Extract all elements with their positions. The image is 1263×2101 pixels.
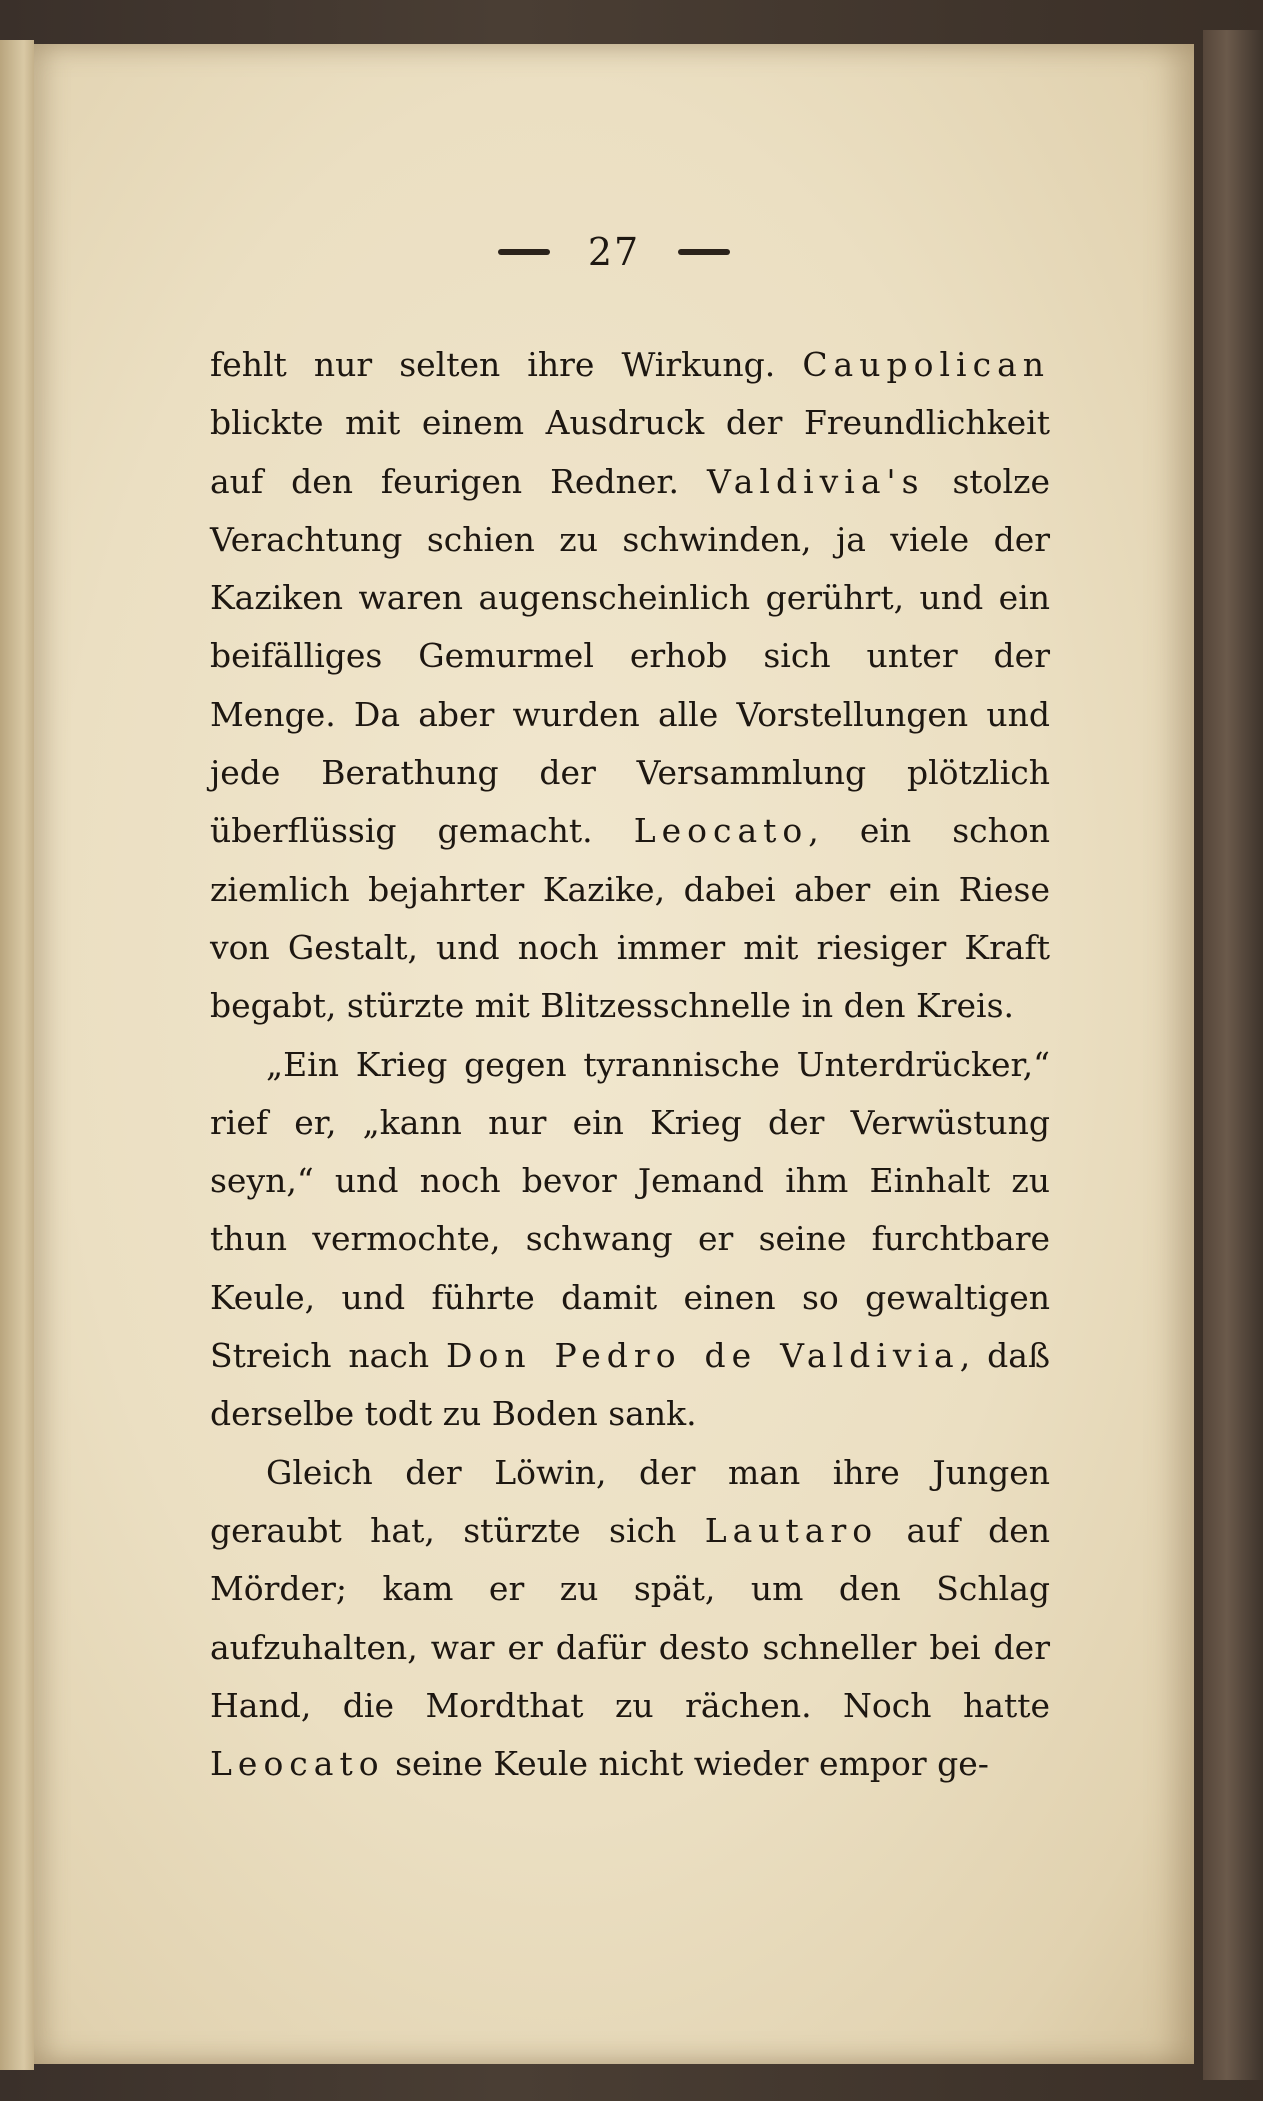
text-segment: auf den Mörder; kam er zu spät, um den Schlag aufzuhalten, war er dafür desto schneller bei der Hand, die Mordthat zu rächen. Noch hatte — [210, 1510, 1050, 1725]
paragraph-2 — [210, 1036, 1050, 1444]
text-segment: fehlt nur selten ihre Wirkung. — [210, 345, 803, 384]
name-valdivia: Valdivia's — [706, 461, 925, 501]
paragraph-1 — [210, 336, 1050, 1036]
page-number: 27 — [587, 230, 641, 274]
name-leocato: Leocato — [633, 811, 809, 851]
text-segment: blickte mit einem Ausdruck der Freundlichkeit auf den feurigen Redner. — [210, 403, 1050, 501]
name-caupolican: Caupolican — [802, 345, 1050, 384]
facing-page-edge — [0, 40, 34, 2070]
text-segment: , ein schon ziemlich bejahrter Kazike, dabei aber ein Riese von Gestalt, und noch immer mit riesiger Kraft begabt, stürzte mit Blitzesschnelle in den Kreis. — [210, 811, 1050, 1026]
name-don-pedro-de-valdivia: Don Pedro de Valdivia — [446, 1336, 960, 1376]
book-page — [34, 44, 1194, 2064]
page-header — [34, 222, 1194, 282]
name-lautaro: Lautaro — [704, 1510, 879, 1550]
book-cover-edge — [1203, 30, 1263, 2080]
header-dash-left — [498, 249, 550, 255]
text-segment: Gleich der Löwin, der man ihre Jungen geraubt hat, stürzte sich — [210, 1452, 1050, 1550]
text-segment: stolze Verachtung schien zu schwinden, ja viele der Kaziken waren augenscheinlich gerührt, und ein beifälliges Gemurmel erhob sich unter der Menge. Da aber wurden alle Vorstellungen und jede Berathung der Versammlung plötzlich überflüssig gemacht. — [210, 461, 1050, 851]
text-segment: „Ein Krieg gegen tyrannische Unterdrücker,“ rief er, „kann nur ein Krieg der Verwüstung seyn,“ und noch bevor Jemand ihm Einhalt zu thun vermochte, schwang er seine furchtbare Keule, und führte damit einen so gewaltigen Streich nach — [210, 1044, 1050, 1376]
header-dash-right — [678, 249, 730, 255]
text-segment: , daß derselbe todt zu Boden sank. — [210, 1336, 1050, 1434]
text-segment: seine Keule nicht wieder empor ge- — [384, 1744, 989, 1784]
name-leocato: Leocato — [210, 1744, 385, 1784]
body-text — [210, 336, 1050, 1793]
paragraph-3 — [210, 1444, 1050, 1794]
